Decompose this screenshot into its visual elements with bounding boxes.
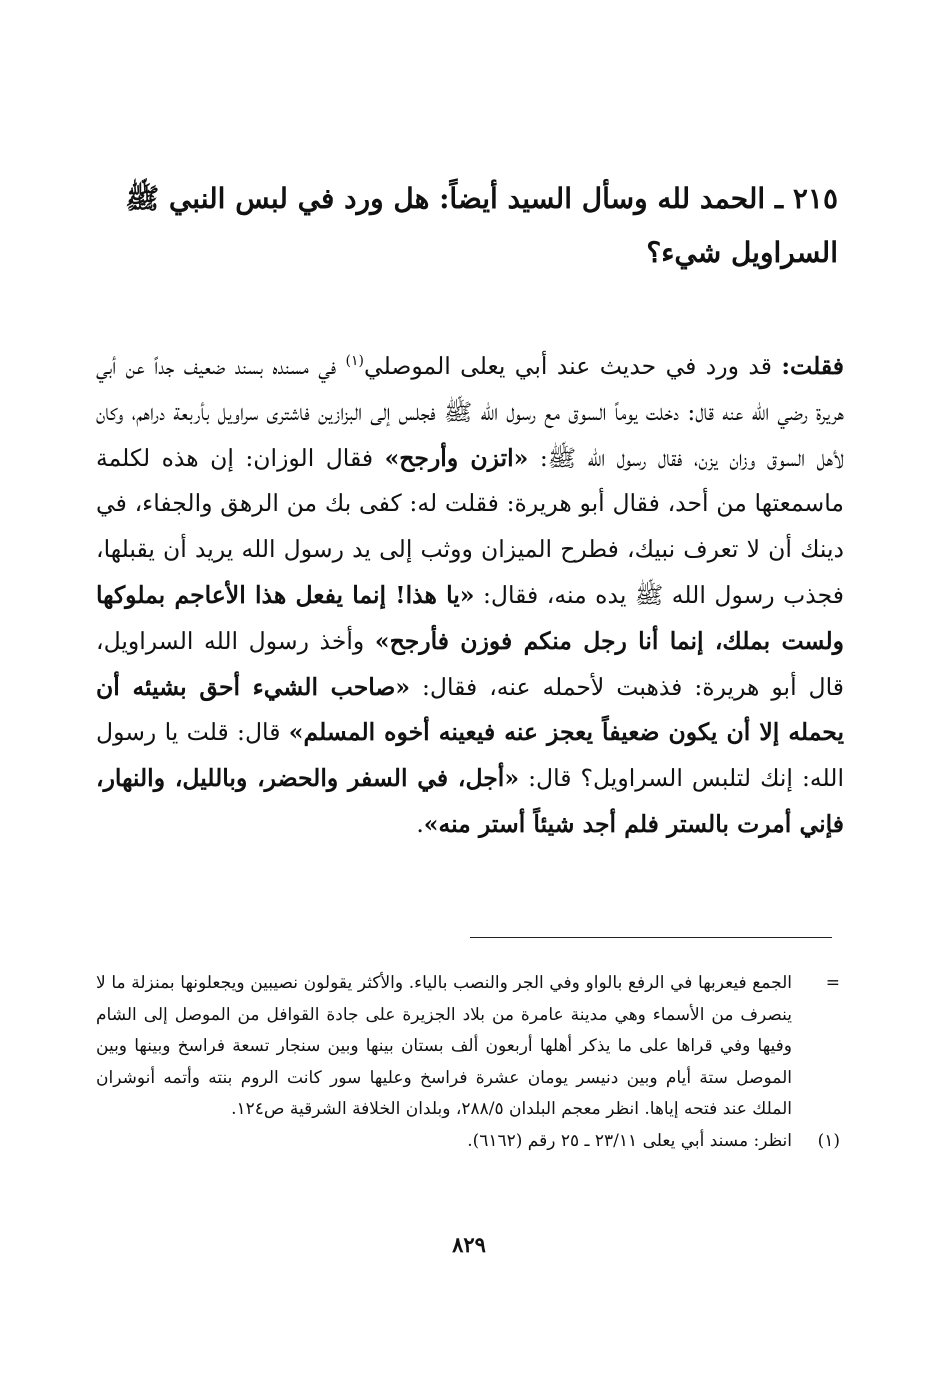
question-heading: ٢١٥ ـ الحمد لله وسأل السيد أيضاً: هل ورد في لبس النبي ﷺ السراويل شيء؟ bbox=[125, 182, 838, 269]
answer-text-2: في مسنده بسند ضعيف جداً عن أبي هريرة رضي الله عنه قال: دخلت يوماً السوق مع رسول الله ﷺ فجلس إلى البزازين فاشترى سراويل بأربعة دراهم، وكان لأهل السوق وزان يزن، فقال رسول الله ﷺ: bbox=[96, 352, 844, 472]
footnote-1-text: انظر: مسند أبي يعلى ٢٣/١١ ـ ٢٥ رقم (٦١٦٢). bbox=[467, 1130, 792, 1151]
hadith-quote-1: «اتزن وأرجح» bbox=[384, 443, 529, 472]
footnote-separator bbox=[470, 937, 832, 938]
hadith-quote-2: «يا هذا! إنما يفعل هذا الأعاجم بملوكها ولست بملك، إنما أنا رجل منكم فوزن فأرجح» bbox=[96, 580, 844, 655]
page-number: ٨٢٩ bbox=[452, 1232, 486, 1257]
continuation-mark: = bbox=[825, 973, 840, 993]
answer-text-5: قال: قلت يا رسول الله: إنك لتلبس السراويل؟ قال: bbox=[96, 718, 844, 793]
footnote-reference-1: (١) bbox=[345, 353, 365, 370]
answer-text-3: فقال الوزان: إن هذه لكلمة ماسمعتها من أحد، فقال أبو هريرة: فقلت له: كفى بك من الرهق والجفاء، في دينك أن لا تعرف نبيك، فطرح الميزان ووثب إلى يد رسول الله يريد أن يقبلها، فجذب رسول الله ﷺ يده منه، فقال: bbox=[96, 443, 844, 609]
footnotes bbox=[96, 968, 840, 1157]
answer-text-1: قد ورد في حديث عند أبي يعلى الموصلي bbox=[364, 352, 782, 380]
continuation-text: الجمع فيعربها في الرفع بالواو وفي الجر والنصب بالياء. والأكثر يقولون نصيبين ويجعلونها بمنزلة ما لا ينصرف من الأسماء وهي مدينة عامرة من بلاد الجزيرة على جادة القوافل من الموصل إلى الشام وفيها وفي قراها على ما يذكر أهلها أربعون ألف بستان بينها وبين سنجار تسعة فراسخ وبينها وبين الموصل ستة أيام وبين دنيسر يومان عشرة فراسخ وعليها سور كانت الروم بنته وأتمه أنوشران الملك عند فتحه إياها. انظر معجم البلدان ٢٨٨/٥، وبلدان الخلافة الشرقية ص١٢٤. bbox=[96, 973, 792, 1119]
footnote-1 bbox=[96, 1126, 840, 1158]
footnote-1-mark: (١) bbox=[817, 1130, 840, 1151]
footnote-continuation bbox=[96, 968, 840, 1126]
answer-text-4: وأخذ رسول الله السراويل، قال أبو هريرة: فذهبت لأحمله عنه، فقال: bbox=[96, 626, 845, 701]
answer-paragraph bbox=[96, 344, 844, 848]
hadith-quote-4: «أجل، في السفر والحضر، وبالليل، والنهار، فإني أمرت بالستر فلم أجد شيئاً أستر منه» bbox=[96, 764, 844, 838]
answer-label: فقلت: bbox=[781, 352, 844, 380]
hadith-quote-3: «صاحب الشيء أحق بشيئه أن يحمله إلا أن يكون ضعيفاً يعجز عنه فيعينه أخوه المسلم» bbox=[96, 672, 844, 747]
answer-end: . bbox=[416, 809, 424, 838]
